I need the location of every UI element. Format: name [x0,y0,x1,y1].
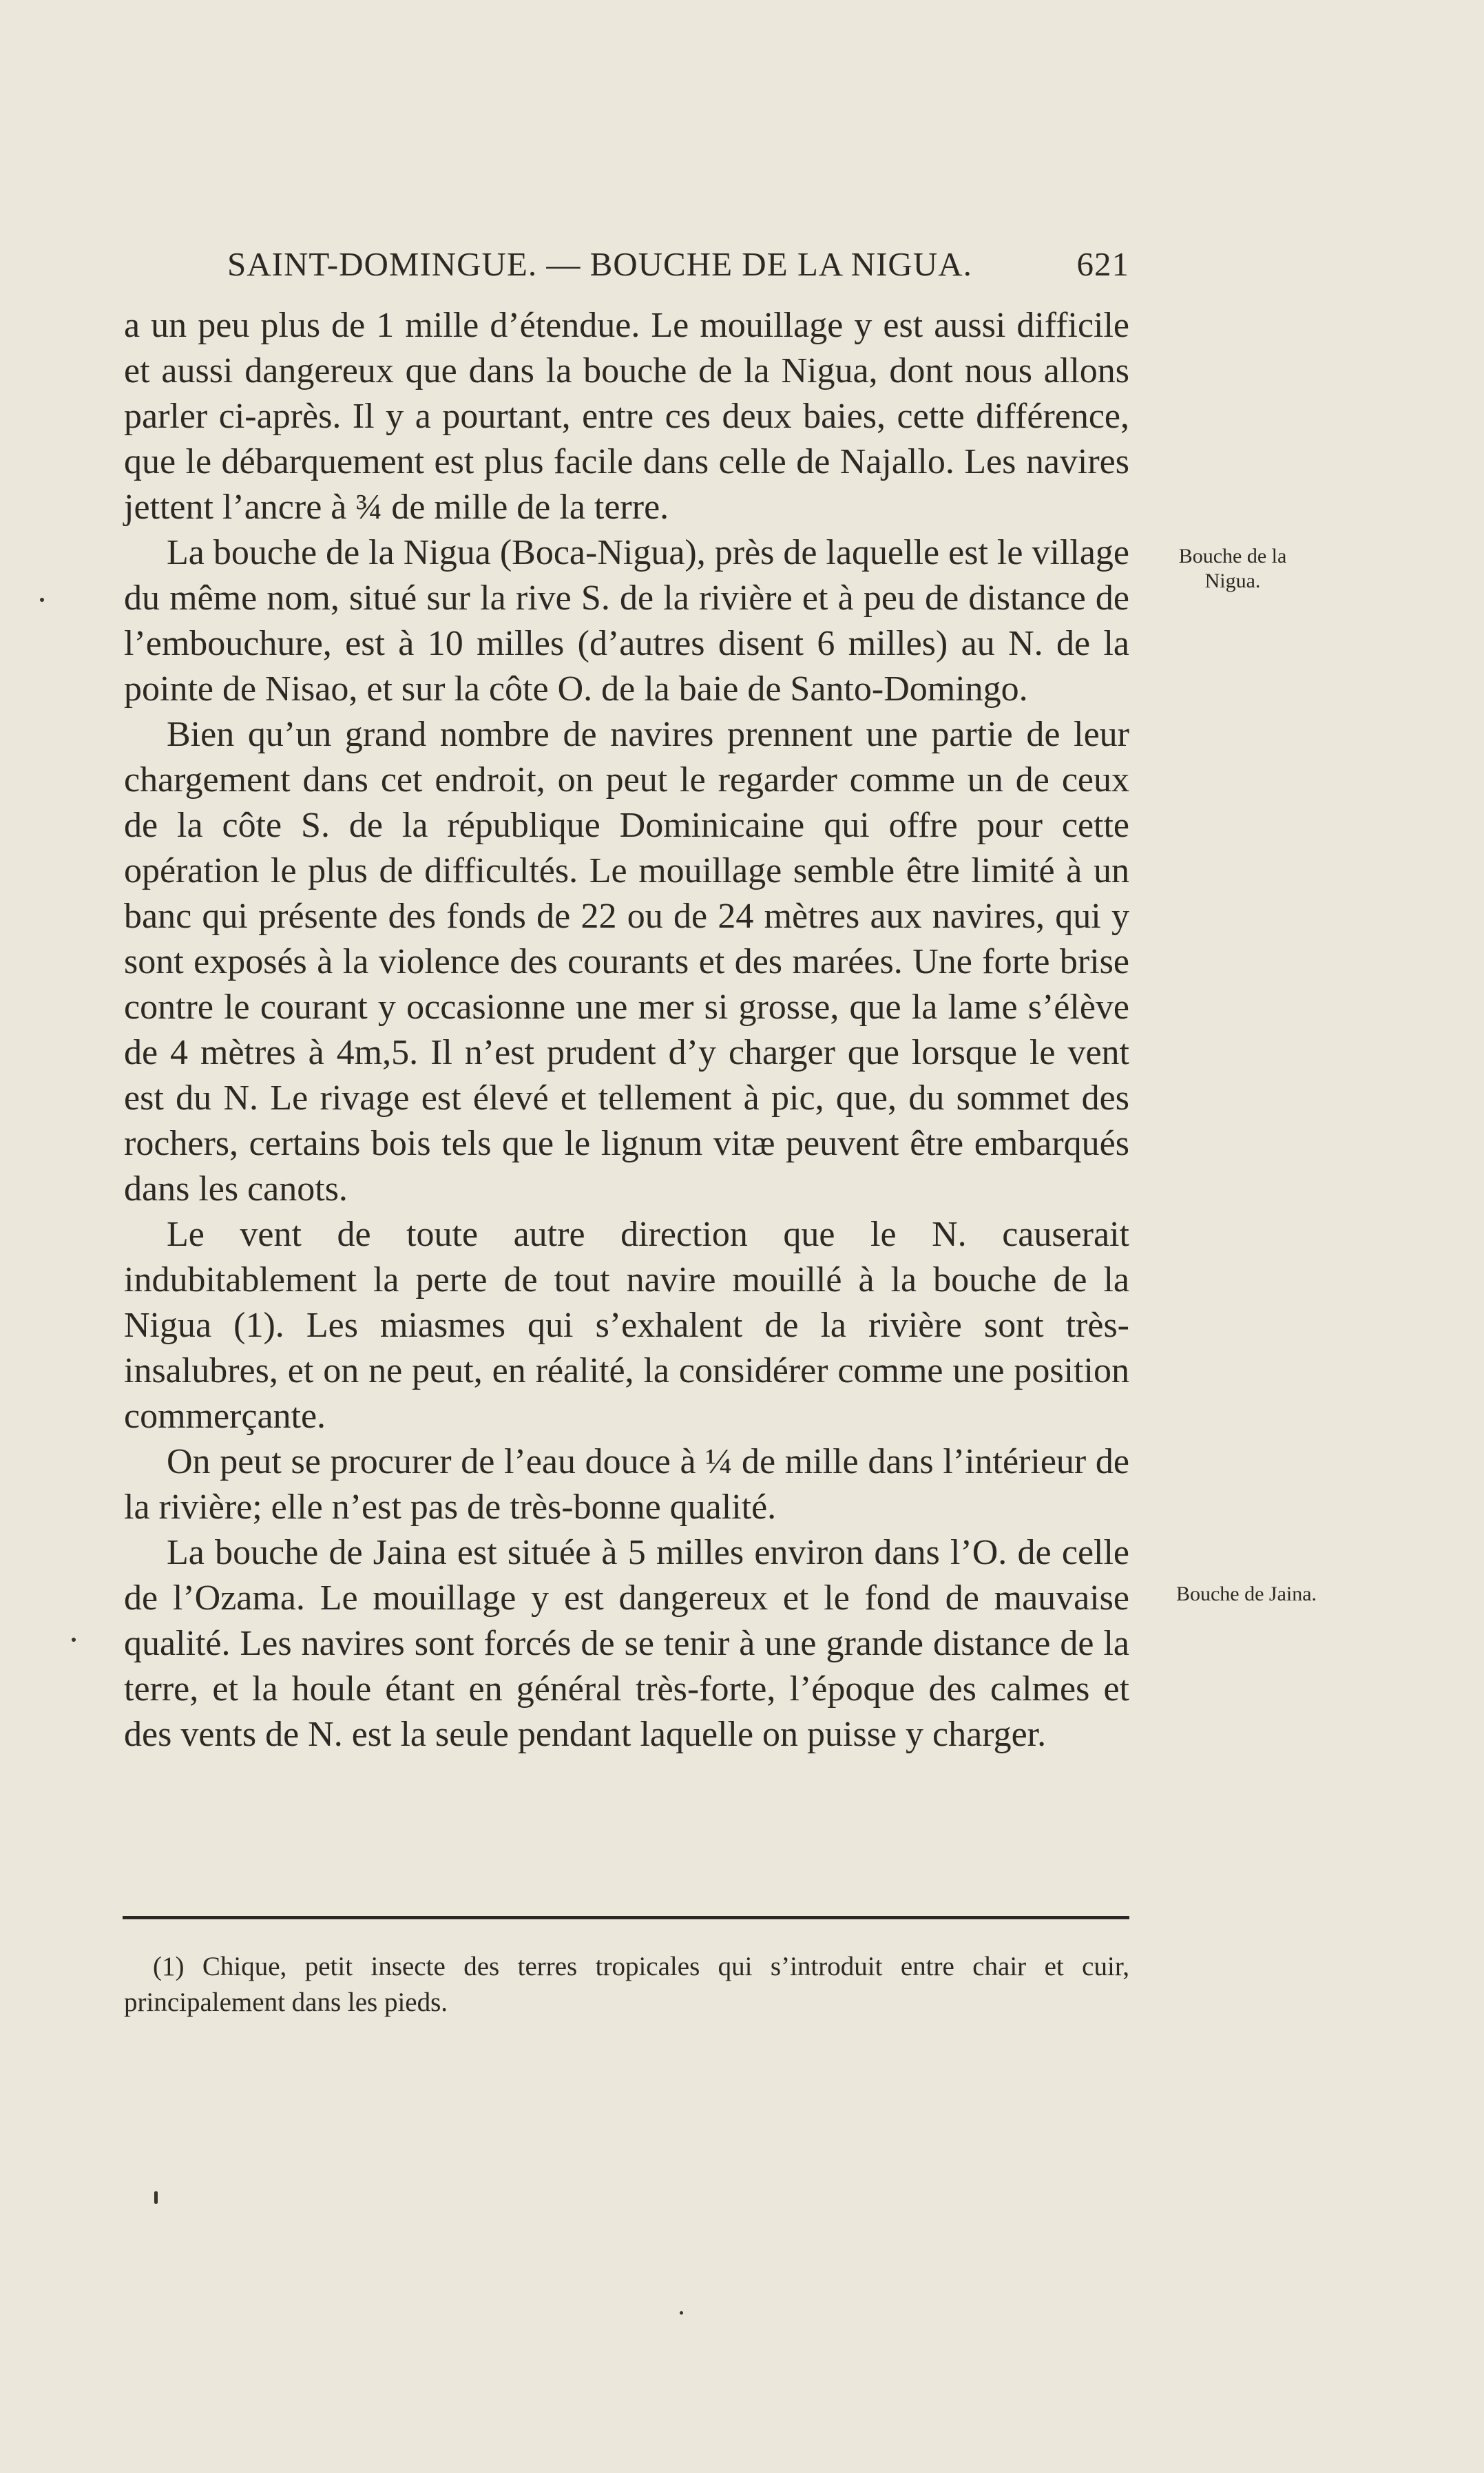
running-header [227,244,1129,284]
speck-mark [680,2311,683,2315]
footnote: (1) Chique, petit insecte des terres tropicales qui s’introduit entre chair et cuir, principalement dans les pieds. [124,1952,1129,2017]
paragraph-1: a un peu plus de 1 mille d’étendue. Le mouillage y est aussi difficile et aussi dangereux que dans la bouche de la Nigua, dont nous allons parler ci-après. Il y a pourtant, entre ces deux baies, cette différence, que le débarquement est plus facile dans celle de Najallo. Les navires jettent l’ancre à ¾ de mille de la terre. [124,306,1129,527]
margin-note-jaina: Bouche de Jaina. [1175,1583,1317,1605]
page-number: 621 [1076,245,1129,283]
paragraph-3: Bien qu’un grand nombre de navires prennent une partie de leur chargement dans cet endroit, on peut le regarder comme un de ceux de la côte S. de la république Dominicaine qui offre pour cette opération le plus de difficultés. Le mouillage semble être limité à un banc qui présente des fonds de 22 ou de 24 mètres aux navires, qui y sont exposés à la violence des courants et des marées. Une forte brise contre le courant y occasionne une mer si grosse, que la lame s’élève de 4 mètres à 4m,5. Il n’est prudent d’y charger que lorsque le vent est du N. Le rivage est élevé et tellement à pic, que, du sommet des rochers, certains bois tels que le lignum vitæ peuvent être embarqués dans les canots. [124,715,1129,1209]
paragraph-2: La bouche de la Nigua (Boca-Nigua), près de laquelle est le village du même nom, situé sur la rive S. de la rivière et à peu de distance de l’embouchure, est à 10 milles (d’autres disent 6 milles) au N. de la pointe de Nisao, et sur la côte O. de la baie de Santo-Domingo. [124,533,1129,709]
footnote-divider [123,1916,1129,1919]
body-text [124,303,1129,1757]
paragraph-4: Le vent de toute autre direction que le N. causerait indubitablement la perte de tout navire mouillé à la bouche de la Nigua (1). Les miasmes qui s’exhalent de la rivière sont très-insalubres, et on ne peut, en réalité, la considérer comme une position commerçante. [124,1215,1129,1436]
speck-mark [72,1638,76,1642]
header-title: SAINT-DOMINGUE. — BOUCHE DE LA NIGUA. [227,245,972,283]
paragraph-5: On peut se procurer de l’eau douce à ¼ de mille dans l’intérieur de la rivière; elle n’est pas de très-bonne qualité. [124,1442,1129,1527]
margin-note-nigua: Bouche de la Nigua. [1178,545,1287,592]
paragraph-6: La bouche de Jaina est située à 5 milles environ dans l’O. de celle de l’Ozama. Le mouillage y est dangereux et le fond de mauvaise qualité. Les navires sont forcés de se tenir à une grande distance de la terre, et la houle étant en général très-forte, l’époque des calmes et des vents de N. est la seule pendant laquelle on puisse y charger. [124,1533,1129,1754]
speck-mark [40,598,44,602]
speck-mark [154,2191,158,2204]
